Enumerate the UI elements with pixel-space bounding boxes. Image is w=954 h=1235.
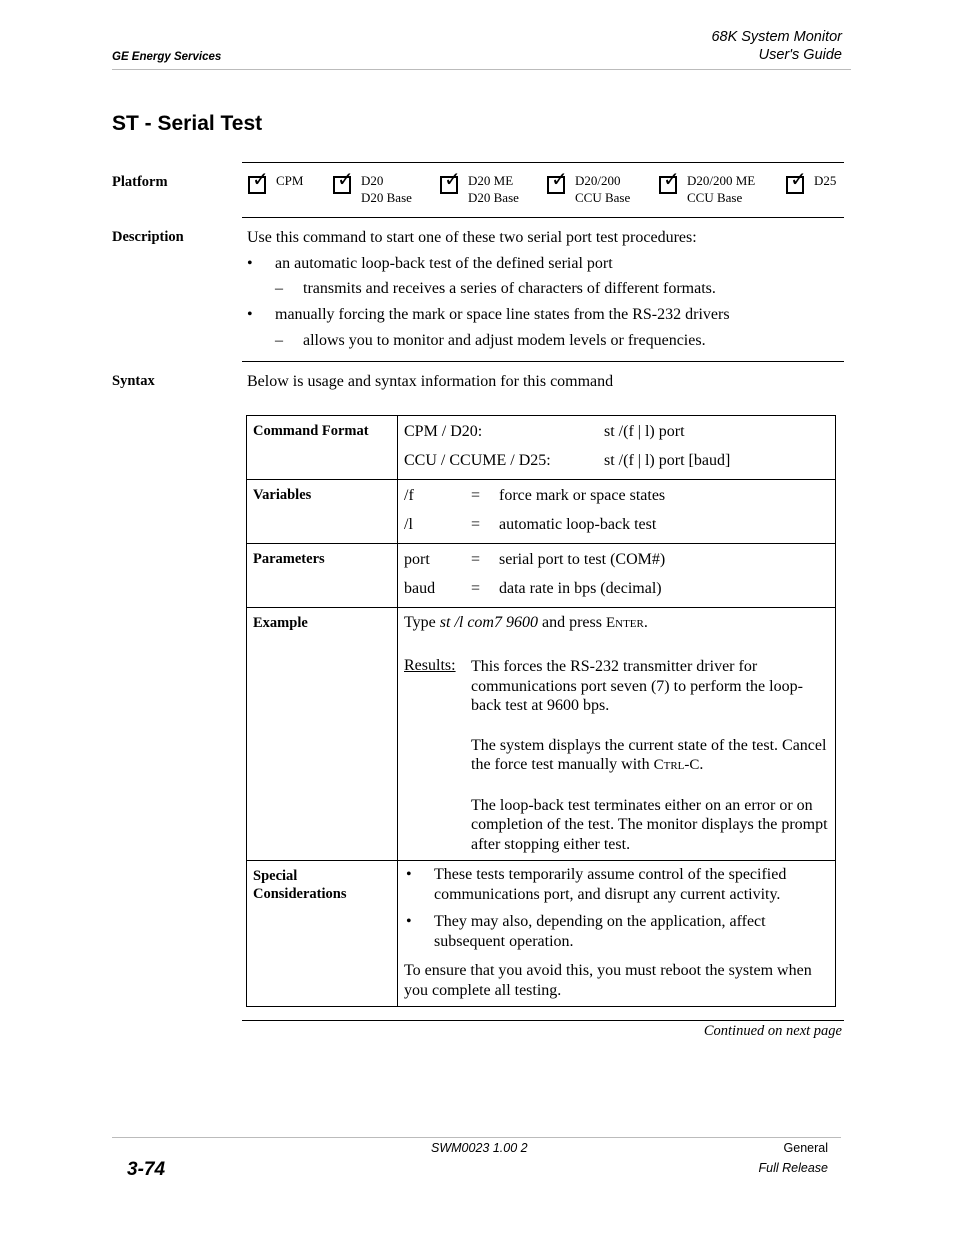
- parameters-value: [398, 544, 836, 608]
- checkbox-checked-icon: ✓: [440, 176, 458, 194]
- document-title: [711, 28, 842, 64]
- platform-item-cpm: [248, 167, 304, 194]
- bullet-icon: •: [247, 255, 253, 272]
- special-note: To ensure that you avoid this, you must reboot the system when you complete all testing.: [404, 962, 812, 999]
- checkbox-checked-icon: ✓: [786, 176, 804, 194]
- platform-line1: D25: [814, 173, 837, 188]
- company-name: GE Energy Services: [112, 51, 222, 63]
- document-title-line1: 68K System Monitor: [711, 29, 842, 45]
- parameter-name: port: [404, 551, 430, 568]
- platform-item-d20: [333, 167, 412, 206]
- bullet-icon: •: [247, 306, 253, 323]
- parameter-name: baud: [404, 580, 436, 597]
- platform-line1: D20 ME: [468, 173, 514, 188]
- syntax-intro: Below is usage and syntax information for this command: [247, 373, 614, 390]
- checkbox-checked-icon: ✓: [659, 176, 677, 194]
- footer-release: Full Release: [758, 1161, 828, 1175]
- special-bullet-2: They may also, depending on the application, affect subsequent operation.: [434, 913, 766, 950]
- platform-line2: CCU Base: [575, 190, 631, 205]
- result-paragraph-3: The loop-back test terminates either on an error or on completion of the test. The monitor displays the prompt after stopping either test.: [471, 796, 828, 853]
- description-bullet-1: an automatic loop-back test of the defined serial port: [275, 255, 613, 272]
- example-value: [398, 608, 836, 861]
- description-sub-1: transmits and receives a series of characters of different formats.: [303, 280, 716, 297]
- page-number: 3-74: [127, 1159, 166, 1180]
- platform-rule-bottom: [242, 217, 844, 218]
- footer-rule: [112, 1137, 841, 1138]
- description-sub-2: allows you to monitor and adjust modem levels or frequencies.: [303, 332, 706, 349]
- dash-icon: –: [275, 332, 283, 349]
- equals-sign: =: [471, 551, 481, 568]
- command-syntax: st /(f | l) port [baud]: [604, 452, 731, 469]
- platform-rule-top: [242, 162, 844, 163]
- equals-sign: =: [471, 487, 481, 504]
- parameter-description: serial port to test (COM#): [499, 551, 666, 568]
- variable-description: automatic loop-back test: [499, 516, 657, 533]
- syntax-label: Syntax: [112, 373, 155, 389]
- platform-line2: D20 Base: [361, 190, 412, 205]
- special-considerations-value: [398, 861, 836, 1007]
- variable-name: /l: [404, 516, 413, 533]
- variable-description: force mark or space states: [499, 487, 666, 504]
- platform-item-d20-200me: [659, 167, 756, 206]
- result-paragraph-2: The system displays the current state of the test. Cancel the force test manually with Ctrl-C.: [471, 736, 827, 773]
- bullet-icon: •: [406, 866, 412, 883]
- platform-line2: D20 Base: [468, 190, 519, 205]
- platform-line2: CCU Base: [687, 190, 743, 205]
- platform-line1: D20/200: [575, 173, 621, 188]
- checkbox-checked-icon: ✓: [333, 176, 351, 194]
- equals-sign: =: [471, 580, 481, 597]
- platform-line1: CPM: [276, 173, 304, 188]
- parameters-label: Parameters: [247, 544, 398, 608]
- dash-icon: –: [275, 280, 283, 297]
- page-title: ST - Serial Test: [112, 112, 263, 135]
- header-rule: [112, 69, 851, 70]
- special-considerations-label: Special Considerations: [247, 861, 398, 1007]
- command-syntax: st /(f | l) port: [604, 423, 685, 440]
- variable-name: /f: [404, 487, 414, 504]
- checkbox-checked-icon: ✓: [547, 176, 565, 194]
- table-row-example: [247, 608, 836, 861]
- document-number: SWM0023 1.00 2: [431, 1141, 528, 1155]
- table-row-special-considerations: [247, 861, 836, 1007]
- variables-value: [398, 480, 836, 544]
- command-platform: CPM / D20:: [404, 423, 483, 440]
- example-instruction: Type st /l com7 9600 and press Enter.: [404, 614, 648, 631]
- result-paragraph-1: This forces the RS-232 transmitter driver for communications port seven (7) to perform the loop-back test at 9600 bps.: [471, 658, 803, 714]
- continued-note: Continued on next page: [703, 1023, 842, 1039]
- bullet-icon: •: [406, 913, 412, 930]
- example-label: Example: [247, 608, 398, 861]
- platform-line1: D20: [361, 173, 384, 188]
- special-bullet-1: These tests temporarily assume control of the specified communications port, and disrupt any current activity.: [434, 866, 787, 903]
- example-results: [404, 657, 829, 854]
- document-title-line2: User's Guide: [758, 47, 842, 63]
- ctrl-c-key: Ctrl-C: [653, 757, 700, 773]
- results-label: Results:: [404, 657, 456, 674]
- description-intro: Use this command to start one of these two serial port test procedures:: [247, 229, 697, 246]
- command-platform: CCU / CCUME / D25:: [404, 452, 551, 469]
- example-command: st /l com7 9600: [439, 614, 538, 631]
- variables-label: Variables: [247, 480, 398, 544]
- description-rule: [242, 361, 844, 362]
- checkbox-checked-icon: ✓: [248, 176, 266, 194]
- platform-item-d25: [786, 167, 837, 194]
- continued-rule: [242, 1020, 844, 1021]
- table-row-variables: [247, 480, 836, 544]
- platform-line1: D20/200 ME: [687, 173, 756, 188]
- enter-key: Enter: [605, 615, 644, 631]
- syntax-table: [246, 415, 836, 1007]
- description-bullet-2: manually forcing the mark or space line states from the RS-232 drivers: [275, 306, 730, 323]
- description-label: Description: [112, 229, 184, 245]
- parameter-description: data rate in bps (decimal): [499, 580, 662, 597]
- platform-label: Platform: [112, 174, 168, 190]
- footer-general: General: [783, 1141, 828, 1155]
- command-format-label: Command Format: [247, 416, 398, 480]
- platform-item-d20-200: [547, 167, 631, 206]
- platform-item-d20me: [440, 167, 519, 206]
- equals-sign: =: [471, 516, 481, 533]
- table-row-command-format: [247, 416, 836, 480]
- command-format-value: [398, 416, 836, 480]
- table-row-parameters: [247, 544, 836, 608]
